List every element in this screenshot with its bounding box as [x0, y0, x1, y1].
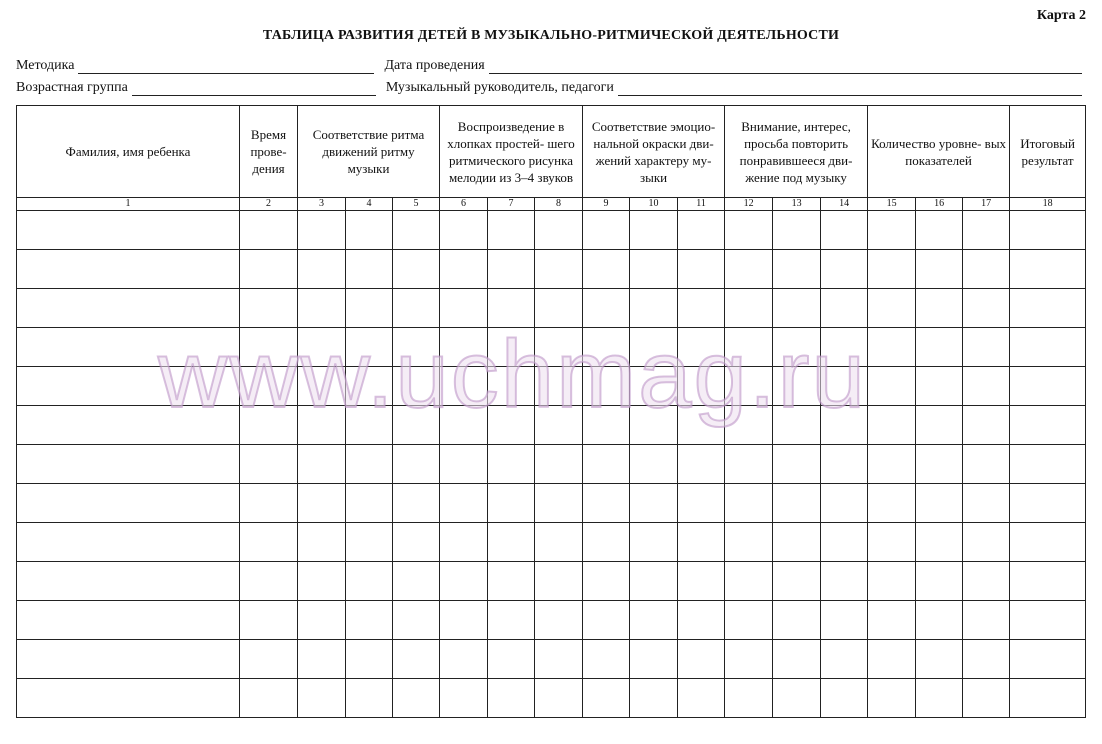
score-cell[interactable]	[1010, 406, 1086, 445]
table-row	[17, 367, 1086, 406]
score-cell[interactable]	[440, 289, 488, 328]
score-cell[interactable]	[346, 289, 393, 328]
score-cell[interactable]	[440, 562, 488, 601]
score-cell[interactable]	[240, 562, 298, 601]
column-number: 15	[868, 198, 916, 211]
score-cell[interactable]	[821, 640, 868, 679]
score-cell[interactable]	[821, 367, 868, 406]
score-cell[interactable]	[393, 523, 440, 562]
score-cell[interactable]	[488, 562, 535, 601]
score-cell[interactable]	[868, 250, 916, 289]
score-cell[interactable]	[773, 406, 821, 445]
score-cell[interactable]	[916, 523, 963, 562]
score-cell[interactable]	[963, 640, 1010, 679]
header-emotion: Соответствие эмоцио- нальной окраски дви- жений характеру му- зыки	[583, 106, 725, 198]
column-number: 17	[963, 198, 1010, 211]
child-name-cell[interactable]	[17, 523, 240, 562]
score-cell[interactable]	[298, 523, 346, 562]
score-cell[interactable]	[773, 562, 821, 601]
score-cell[interactable]	[630, 328, 678, 367]
score-cell[interactable]	[868, 601, 916, 640]
score-cell[interactable]	[916, 289, 963, 328]
director-label: Музыкальный руководитель, педагоги	[385, 80, 614, 95]
score-cell[interactable]	[346, 601, 393, 640]
column-number: 18	[1010, 198, 1086, 211]
score-cell[interactable]	[916, 679, 963, 718]
score-cell[interactable]	[868, 484, 916, 523]
score-cell[interactable]	[440, 406, 488, 445]
score-cell[interactable]	[678, 484, 725, 523]
child-name-cell[interactable]	[17, 445, 240, 484]
score-cell[interactable]	[868, 328, 916, 367]
field-row-group-director	[16, 78, 1082, 96]
column-number: 3	[298, 198, 346, 211]
table-row	[17, 406, 1086, 445]
column-number: 16	[916, 198, 963, 211]
score-cell[interactable]	[963, 406, 1010, 445]
score-cell[interactable]	[773, 211, 821, 250]
score-cell[interactable]	[916, 445, 963, 484]
score-cell[interactable]	[916, 211, 963, 250]
child-name-cell[interactable]	[17, 679, 240, 718]
score-cell[interactable]	[678, 289, 725, 328]
score-cell[interactable]	[346, 640, 393, 679]
score-cell[interactable]	[678, 523, 725, 562]
table-row	[17, 445, 1086, 484]
score-cell[interactable]	[298, 640, 346, 679]
score-cell[interactable]	[773, 445, 821, 484]
child-name-cell[interactable]	[17, 406, 240, 445]
column-number: 12	[725, 198, 773, 211]
score-cell[interactable]	[583, 250, 630, 289]
score-cell[interactable]	[773, 679, 821, 718]
score-cell[interactable]	[393, 562, 440, 601]
score-cell[interactable]	[1010, 523, 1086, 562]
header-time: Время прове- дения	[240, 106, 298, 198]
score-cell[interactable]	[821, 484, 868, 523]
score-cell[interactable]	[1010, 367, 1086, 406]
score-cell[interactable]	[725, 484, 773, 523]
score-cell[interactable]	[868, 562, 916, 601]
score-cell[interactable]	[821, 562, 868, 601]
score-cell[interactable]	[821, 406, 868, 445]
score-cell[interactable]	[346, 367, 393, 406]
score-cell[interactable]	[678, 250, 725, 289]
column-number: 10	[630, 198, 678, 211]
score-cell[interactable]	[393, 484, 440, 523]
score-cell[interactable]	[240, 289, 298, 328]
score-cell[interactable]	[1010, 484, 1086, 523]
score-cell[interactable]	[535, 679, 583, 718]
score-cell[interactable]	[583, 484, 630, 523]
child-name-cell[interactable]	[17, 484, 240, 523]
score-cell[interactable]	[725, 211, 773, 250]
score-cell[interactable]	[583, 679, 630, 718]
score-cell[interactable]	[1010, 562, 1086, 601]
score-cell[interactable]	[630, 367, 678, 406]
score-cell[interactable]	[488, 484, 535, 523]
score-cell[interactable]	[725, 328, 773, 367]
child-name-cell[interactable]	[17, 328, 240, 367]
score-cell[interactable]	[630, 523, 678, 562]
table-row	[17, 640, 1086, 679]
score-cell[interactable]	[1010, 679, 1086, 718]
score-cell[interactable]	[535, 328, 583, 367]
score-cell[interactable]	[773, 250, 821, 289]
score-cell[interactable]	[535, 367, 583, 406]
score-cell[interactable]	[821, 601, 868, 640]
score-cell[interactable]	[868, 523, 916, 562]
score-cell[interactable]	[346, 250, 393, 289]
score-cell[interactable]	[440, 367, 488, 406]
score-cell[interactable]	[346, 406, 393, 445]
score-cell[interactable]	[346, 484, 393, 523]
score-cell[interactable]	[1010, 211, 1086, 250]
score-cell[interactable]	[298, 406, 346, 445]
score-cell[interactable]	[916, 640, 963, 679]
score-cell[interactable]	[583, 328, 630, 367]
score-cell[interactable]	[393, 640, 440, 679]
score-cell[interactable]	[535, 601, 583, 640]
header-rhythm: Соответствие ритма движений ритму музыки	[298, 106, 440, 198]
header-child-name: Фамилия, имя ребенка	[17, 106, 240, 198]
score-cell[interactable]	[821, 328, 868, 367]
score-cell[interactable]	[630, 640, 678, 679]
score-cell[interactable]	[963, 328, 1010, 367]
score-cell[interactable]	[916, 406, 963, 445]
child-name-cell[interactable]	[17, 367, 240, 406]
score-cell[interactable]	[868, 211, 916, 250]
score-cell[interactable]	[535, 211, 583, 250]
score-cell[interactable]	[393, 679, 440, 718]
table-row	[17, 289, 1086, 328]
score-cell[interactable]	[535, 445, 583, 484]
score-cell[interactable]	[240, 484, 298, 523]
score-cell[interactable]	[240, 250, 298, 289]
header-attention: Внимание, интерес, просьба повторить понравившееся дви- жение под музыку	[725, 106, 868, 198]
date-label: Дата проведения	[384, 58, 485, 73]
score-cell[interactable]	[1010, 601, 1086, 640]
table-row	[17, 523, 1086, 562]
score-cell[interactable]	[678, 328, 725, 367]
table-row	[17, 250, 1086, 289]
column-number: 14	[821, 198, 868, 211]
score-cell[interactable]	[535, 640, 583, 679]
score-cell[interactable]	[725, 679, 773, 718]
score-cell[interactable]	[868, 406, 916, 445]
score-cell[interactable]	[488, 250, 535, 289]
column-number: 5	[393, 198, 440, 211]
score-cell[interactable]	[298, 367, 346, 406]
column-number: 2	[240, 198, 298, 211]
score-cell[interactable]	[630, 445, 678, 484]
score-cell[interactable]	[725, 445, 773, 484]
score-cell[interactable]	[240, 211, 298, 250]
score-cell[interactable]	[535, 484, 583, 523]
score-cell[interactable]	[393, 289, 440, 328]
score-cell[interactable]	[868, 640, 916, 679]
score-cell[interactable]	[298, 250, 346, 289]
score-cell[interactable]	[488, 367, 535, 406]
score-cell[interactable]	[916, 601, 963, 640]
score-cell[interactable]	[240, 328, 298, 367]
score-cell[interactable]	[1010, 445, 1086, 484]
score-cell[interactable]	[583, 562, 630, 601]
score-cell[interactable]	[630, 562, 678, 601]
score-cell[interactable]	[298, 679, 346, 718]
score-cell[interactable]	[773, 289, 821, 328]
score-cell[interactable]	[240, 679, 298, 718]
score-cell[interactable]	[821, 679, 868, 718]
score-cell[interactable]	[488, 679, 535, 718]
score-cell[interactable]	[346, 523, 393, 562]
score-cell[interactable]	[583, 640, 630, 679]
score-cell[interactable]	[773, 367, 821, 406]
age-group-label: Возрастная группа	[16, 80, 128, 95]
score-cell[interactable]	[346, 211, 393, 250]
score-cell[interactable]	[630, 484, 678, 523]
child-name-cell[interactable]	[17, 601, 240, 640]
score-cell[interactable]	[630, 211, 678, 250]
score-cell[interactable]	[488, 445, 535, 484]
score-cell[interactable]	[630, 601, 678, 640]
score-cell[interactable]	[240, 640, 298, 679]
score-cell[interactable]	[963, 562, 1010, 601]
score-cell[interactable]	[1010, 250, 1086, 289]
score-cell[interactable]	[868, 289, 916, 328]
score-cell[interactable]	[583, 289, 630, 328]
score-cell[interactable]	[725, 523, 773, 562]
score-cell[interactable]	[868, 679, 916, 718]
score-cell[interactable]	[725, 406, 773, 445]
date-blank-line	[489, 60, 1082, 74]
score-cell[interactable]	[240, 523, 298, 562]
score-cell[interactable]	[298, 211, 346, 250]
score-cell[interactable]	[440, 601, 488, 640]
score-cell[interactable]	[346, 679, 393, 718]
score-cell[interactable]	[678, 211, 725, 250]
score-cell[interactable]	[1010, 328, 1086, 367]
score-cell[interactable]	[488, 640, 535, 679]
score-cell[interactable]	[535, 250, 583, 289]
score-cell[interactable]	[583, 445, 630, 484]
method-blank-line	[78, 60, 374, 74]
score-cell[interactable]	[488, 601, 535, 640]
score-cell[interactable]	[963, 445, 1010, 484]
score-cell[interactable]	[678, 679, 725, 718]
assessment-table	[16, 105, 1086, 718]
score-cell[interactable]	[773, 601, 821, 640]
age-group-blank-line	[132, 82, 376, 96]
score-cell[interactable]	[240, 445, 298, 484]
score-cell[interactable]	[346, 328, 393, 367]
score-cell[interactable]	[773, 328, 821, 367]
score-cell[interactable]	[298, 289, 346, 328]
score-cell[interactable]	[440, 640, 488, 679]
score-cell[interactable]	[440, 679, 488, 718]
score-cell[interactable]	[725, 562, 773, 601]
score-cell[interactable]	[488, 211, 535, 250]
score-cell[interactable]	[583, 367, 630, 406]
score-cell[interactable]	[725, 250, 773, 289]
column-number: 7	[488, 198, 535, 211]
score-cell[interactable]	[963, 211, 1010, 250]
score-cell[interactable]	[630, 250, 678, 289]
score-cell[interactable]	[821, 289, 868, 328]
score-cell[interactable]	[488, 328, 535, 367]
score-cell[interactable]	[440, 250, 488, 289]
score-cell[interactable]	[440, 445, 488, 484]
column-number: 1	[17, 198, 240, 211]
score-cell[interactable]	[583, 211, 630, 250]
score-cell[interactable]	[583, 523, 630, 562]
score-cell[interactable]	[630, 679, 678, 718]
table-row	[17, 211, 1086, 250]
score-cell[interactable]	[440, 523, 488, 562]
score-cell[interactable]	[535, 406, 583, 445]
score-cell[interactable]	[725, 601, 773, 640]
score-cell[interactable]	[963, 289, 1010, 328]
score-cell[interactable]	[393, 211, 440, 250]
method-label: Методика	[16, 58, 75, 73]
score-cell[interactable]	[240, 601, 298, 640]
score-cell[interactable]	[298, 328, 346, 367]
score-cell[interactable]	[240, 367, 298, 406]
document-title: ТАБЛИЦА РАЗВИТИЯ ДЕТЕЙ В МУЗЫКАЛЬНО-РИТМИЧЕСКОЙ ДЕЯТЕЛЬНОСТИ	[262, 28, 840, 43]
score-cell[interactable]	[678, 367, 725, 406]
score-cell[interactable]	[630, 289, 678, 328]
score-cell[interactable]	[963, 601, 1010, 640]
score-cell[interactable]	[821, 211, 868, 250]
score-cell[interactable]	[440, 484, 488, 523]
score-cell[interactable]	[916, 367, 963, 406]
child-name-cell[interactable]	[17, 640, 240, 679]
score-cell[interactable]	[963, 484, 1010, 523]
score-cell[interactable]	[346, 445, 393, 484]
score-cell[interactable]	[678, 640, 725, 679]
score-cell[interactable]	[773, 523, 821, 562]
column-number: 11	[678, 198, 725, 211]
score-cell[interactable]	[916, 328, 963, 367]
score-cell[interactable]	[916, 250, 963, 289]
column-number: 9	[583, 198, 630, 211]
score-cell[interactable]	[821, 250, 868, 289]
score-cell[interactable]	[916, 484, 963, 523]
table-row	[17, 601, 1086, 640]
score-cell[interactable]	[678, 601, 725, 640]
score-cell[interactable]	[725, 640, 773, 679]
score-cell[interactable]	[535, 523, 583, 562]
score-cell[interactable]	[963, 679, 1010, 718]
header-levels: Количество уровне- вых показателей	[868, 106, 1010, 198]
card-label: Карта 2	[1036, 8, 1086, 23]
score-cell[interactable]	[298, 484, 346, 523]
score-cell[interactable]	[821, 523, 868, 562]
header-result: Итоговый результат	[1010, 106, 1086, 198]
score-cell[interactable]	[440, 328, 488, 367]
score-cell[interactable]	[678, 406, 725, 445]
score-cell[interactable]	[488, 406, 535, 445]
field-row-method-date	[16, 56, 1082, 74]
table-row	[17, 484, 1086, 523]
table-row	[17, 679, 1086, 718]
score-cell[interactable]	[393, 250, 440, 289]
score-cell[interactable]	[298, 445, 346, 484]
director-blank-line	[618, 82, 1082, 96]
score-cell[interactable]	[535, 289, 583, 328]
child-name-cell[interactable]	[17, 250, 240, 289]
score-cell[interactable]	[678, 562, 725, 601]
score-cell[interactable]	[916, 562, 963, 601]
score-cell[interactable]	[1010, 289, 1086, 328]
column-number-row	[17, 198, 1086, 211]
score-cell[interactable]	[488, 289, 535, 328]
table-row	[17, 328, 1086, 367]
score-cell[interactable]	[678, 445, 725, 484]
score-cell[interactable]	[1010, 640, 1086, 679]
score-cell[interactable]	[773, 640, 821, 679]
score-cell[interactable]	[963, 250, 1010, 289]
score-cell[interactable]	[298, 562, 346, 601]
score-cell[interactable]	[773, 484, 821, 523]
child-name-cell[interactable]	[17, 289, 240, 328]
score-cell[interactable]	[725, 367, 773, 406]
score-cell[interactable]	[725, 289, 773, 328]
score-cell[interactable]	[821, 445, 868, 484]
score-cell[interactable]	[298, 601, 346, 640]
score-cell[interactable]	[583, 406, 630, 445]
score-cell[interactable]	[488, 523, 535, 562]
score-cell[interactable]	[393, 601, 440, 640]
column-number: 4	[346, 198, 393, 211]
score-cell[interactable]	[393, 367, 440, 406]
watermark: www.uchmag.ru	[158, 321, 867, 428]
score-cell[interactable]	[583, 601, 630, 640]
score-cell[interactable]	[868, 445, 916, 484]
child-name-cell[interactable]	[17, 211, 240, 250]
column-number: 6	[440, 198, 488, 211]
score-cell[interactable]	[393, 406, 440, 445]
table-row	[17, 562, 1086, 601]
score-cell[interactable]	[963, 367, 1010, 406]
score-cell[interactable]	[346, 562, 393, 601]
score-cell[interactable]	[868, 367, 916, 406]
child-name-cell[interactable]	[17, 562, 240, 601]
score-cell[interactable]	[393, 328, 440, 367]
score-cell[interactable]	[630, 406, 678, 445]
score-cell[interactable]	[535, 562, 583, 601]
score-cell[interactable]	[393, 445, 440, 484]
column-number: 13	[773, 198, 821, 211]
column-number: 8	[535, 198, 583, 211]
score-cell[interactable]	[240, 406, 298, 445]
header-row	[17, 106, 1086, 198]
header-clapping: Воспроизведение в хлопках простей- шего ритмического рисунка мелодии из 3–4 звуков	[440, 106, 583, 198]
score-cell[interactable]	[440, 211, 488, 250]
score-cell[interactable]	[963, 523, 1010, 562]
